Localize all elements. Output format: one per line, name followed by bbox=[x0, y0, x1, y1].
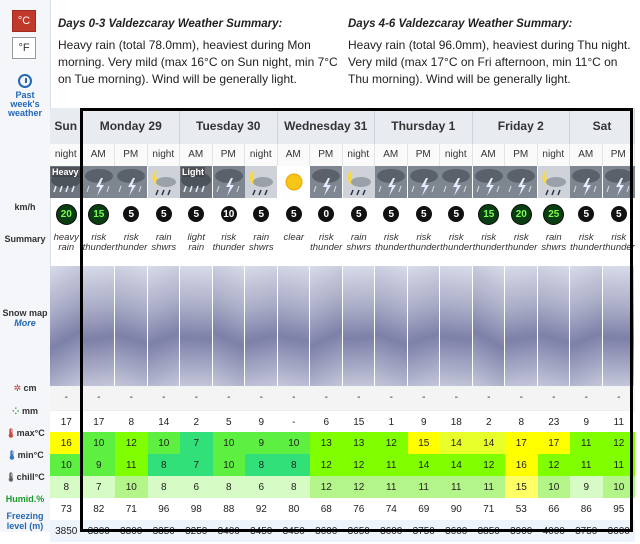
snow-cell: - bbox=[278, 386, 311, 410]
wind-speed-icon: 5 bbox=[578, 206, 594, 222]
chill-unit: chill°C bbox=[16, 472, 45, 482]
rain-cell: 17 bbox=[50, 410, 83, 432]
rain-cell: 11 bbox=[603, 410, 636, 432]
freezing-cell: 3750 bbox=[408, 520, 441, 542]
period-label: PM bbox=[213, 144, 246, 166]
summary-title: Days 0-3 Valdezcaray Weather Summary: bbox=[58, 18, 283, 30]
max-unit: max°C bbox=[16, 428, 45, 438]
day-header[interactable]: Sun bbox=[50, 108, 83, 144]
min-cell: 9 bbox=[83, 454, 116, 476]
sidebar bbox=[0, 0, 51, 532]
snow-map-thumbnail[interactable] bbox=[83, 266, 116, 386]
humid-cell: 66 bbox=[538, 498, 571, 520]
min-unit: min°C bbox=[17, 450, 44, 460]
period-label: PM bbox=[115, 144, 148, 166]
raindrops-icon: ⁘ bbox=[11, 406, 23, 416]
summary-days-0-3 bbox=[58, 0, 343, 100]
weather-cell bbox=[180, 166, 213, 198]
rain-row-label bbox=[0, 406, 50, 417]
chill-cell: 10 bbox=[538, 476, 571, 498]
freezing-cell: 3450 bbox=[245, 520, 278, 542]
wind-speed-icon: 5 bbox=[351, 206, 367, 222]
humid-cell: 82 bbox=[83, 498, 116, 520]
sun-icon bbox=[278, 166, 310, 198]
humid-cell: 73 bbox=[50, 498, 83, 520]
chill-cell: 6 bbox=[245, 476, 278, 498]
summary-cell: heavy rain bbox=[53, 232, 79, 253]
period-label: AM bbox=[375, 144, 408, 166]
period-label: night bbox=[148, 144, 181, 166]
chill-cell: 8 bbox=[50, 476, 83, 498]
min-row-label bbox=[0, 450, 50, 461]
period-label: AM bbox=[83, 144, 116, 166]
summary-cell: risk thunder bbox=[505, 232, 538, 253]
rain-cell: 8 bbox=[115, 410, 148, 432]
summary-text: Heavy rain (total 96.0mm), heaviest during Thu night. Very mild (max 17°C on Fri afternoon, min 11°C on Thu morning). Wind will be generally light. bbox=[348, 38, 631, 86]
wind-cell bbox=[278, 198, 311, 230]
max-cell: 12 bbox=[603, 432, 636, 454]
freezing-cell: 3850 bbox=[473, 520, 506, 542]
wind-cell bbox=[180, 198, 213, 230]
wind-cell bbox=[440, 198, 473, 230]
wind-speed-icon: 20 bbox=[56, 204, 77, 225]
wind-cell bbox=[505, 198, 538, 230]
min-cell: 11 bbox=[570, 454, 603, 476]
period-label: night bbox=[538, 144, 571, 166]
rain-cell: 1 bbox=[375, 410, 408, 432]
max-cell: 15 bbox=[408, 432, 441, 454]
wind-cell bbox=[148, 198, 181, 230]
max-cell: 14 bbox=[440, 432, 473, 454]
rain-unit: mm bbox=[22, 406, 39, 416]
humid-cell: 53 bbox=[505, 498, 538, 520]
period-label: AM bbox=[473, 144, 506, 166]
celsius-button[interactable]: °C bbox=[12, 10, 36, 32]
chill-cell: 10 bbox=[115, 476, 148, 498]
snowmap-more-link[interactable]: More bbox=[14, 318, 36, 328]
wind-cell bbox=[213, 198, 246, 230]
wind-cell bbox=[375, 198, 408, 230]
summary-days-4-6 bbox=[348, 0, 636, 100]
rain-cell: 15 bbox=[343, 410, 376, 432]
humid-cell: 71 bbox=[115, 498, 148, 520]
chill-cell: 11 bbox=[375, 476, 408, 498]
summary-cell: rain shwrs bbox=[248, 232, 274, 253]
wind-cell bbox=[473, 198, 506, 230]
summary-cell: rain shwrs bbox=[346, 232, 372, 253]
thermometer-icon: 🌡 bbox=[5, 428, 17, 438]
wind-cell bbox=[310, 198, 343, 230]
freezing-cell: 3600 bbox=[603, 520, 636, 542]
chill-cell: 6 bbox=[180, 476, 213, 498]
snow-map-thumbnail[interactable] bbox=[505, 266, 538, 386]
thunderstorm-icon bbox=[473, 166, 505, 198]
summary-cell: risk thunder bbox=[375, 232, 408, 253]
chill-cell: 8 bbox=[213, 476, 246, 498]
humid-cell: 74 bbox=[375, 498, 408, 520]
wind-speed-icon: 5 bbox=[253, 206, 269, 222]
min-cell: 8 bbox=[278, 454, 311, 476]
max-cell: 10 bbox=[278, 432, 311, 454]
freezing-cell: 3400 bbox=[213, 520, 246, 542]
min-cell: 12 bbox=[538, 454, 571, 476]
snow-cell: - bbox=[408, 386, 441, 410]
wind-speed-icon: 5 bbox=[123, 206, 139, 222]
wind-speed-icon: 5 bbox=[286, 206, 302, 222]
humid-cell: 80 bbox=[278, 498, 311, 520]
rain-cell: 9 bbox=[570, 410, 603, 432]
weather-cell bbox=[570, 166, 603, 198]
snow-cell: - bbox=[115, 386, 148, 410]
chill-cell: 11 bbox=[408, 476, 441, 498]
weather-cell bbox=[245, 166, 278, 198]
min-cell: 11 bbox=[603, 454, 636, 476]
snow-cell: - bbox=[343, 386, 376, 410]
summary-cell: risk thunder bbox=[82, 232, 115, 253]
max-cell: 17 bbox=[538, 432, 571, 454]
period-label: night bbox=[245, 144, 278, 166]
snow-map-thumbnail[interactable] bbox=[408, 266, 441, 386]
summary-row-label: Summary bbox=[4, 234, 46, 244]
weather-cell bbox=[50, 166, 83, 198]
max-cell: 12 bbox=[115, 432, 148, 454]
wind-cell bbox=[408, 198, 441, 230]
min-cell: 16 bbox=[505, 454, 538, 476]
max-cell: 7 bbox=[180, 432, 213, 454]
moon-rain-icon bbox=[148, 166, 180, 198]
humid-cell: 68 bbox=[310, 498, 343, 520]
snow-map-thumbnail[interactable] bbox=[50, 266, 83, 386]
min-cell: 14 bbox=[408, 454, 441, 476]
moon-rain-icon bbox=[245, 166, 277, 198]
rain-cell: 2 bbox=[473, 410, 506, 432]
humid-cell: 96 bbox=[148, 498, 181, 520]
snow-cell: - bbox=[375, 386, 408, 410]
wind-speed-icon: 15 bbox=[478, 204, 499, 225]
humid-cell: 92 bbox=[245, 498, 278, 520]
thunderstorm-icon bbox=[375, 166, 407, 198]
weather-cell bbox=[375, 166, 408, 198]
snow-cell: - bbox=[245, 386, 278, 410]
freezing-cell: 3600 bbox=[310, 520, 343, 542]
weather-cell bbox=[408, 166, 441, 198]
period-label: AM bbox=[278, 144, 311, 166]
freezing-cell: 3850 bbox=[50, 520, 83, 542]
humid-cell: 86 bbox=[570, 498, 603, 520]
wind-speed-icon: 5 bbox=[448, 206, 464, 222]
snow-cell: - bbox=[180, 386, 213, 410]
min-cell: 10 bbox=[213, 454, 246, 476]
snow-map-thumbnail[interactable] bbox=[115, 266, 148, 386]
past-weather-link[interactable] bbox=[0, 74, 50, 118]
rain-cell: 23 bbox=[538, 410, 571, 432]
min-cell: 10 bbox=[50, 454, 83, 476]
summary-cell: rain shwrs bbox=[151, 232, 177, 253]
wind-cell bbox=[245, 198, 278, 230]
snow-cell: - bbox=[570, 386, 603, 410]
freezing-cell: 3300 bbox=[83, 520, 116, 542]
day-header[interactable]: Sat bbox=[570, 108, 635, 144]
max-cell: 10 bbox=[148, 432, 181, 454]
chill-cell: 7 bbox=[83, 476, 116, 498]
weather-cell bbox=[83, 166, 116, 198]
weather-label: Light bbox=[182, 167, 204, 177]
weather-cell bbox=[473, 166, 506, 198]
min-cell: 7 bbox=[180, 454, 213, 476]
max-row-label bbox=[0, 428, 50, 439]
weather-cell bbox=[310, 166, 343, 198]
freezing-cell: 3900 bbox=[505, 520, 538, 542]
day-header[interactable]: Tuesday 30 bbox=[180, 108, 278, 144]
snow-cell: - bbox=[83, 386, 116, 410]
freezing-cell: 3250 bbox=[180, 520, 213, 542]
freezing-cell: 3750 bbox=[570, 520, 603, 542]
thunderstorm-icon bbox=[83, 166, 115, 198]
humid-cell: 69 bbox=[408, 498, 441, 520]
chill-cell: 12 bbox=[343, 476, 376, 498]
thunderstorm-icon bbox=[115, 166, 147, 198]
wind-speed-icon: 5 bbox=[416, 206, 432, 222]
weather-cell bbox=[148, 166, 181, 198]
wind-speed-icon: 25 bbox=[543, 204, 564, 225]
wind-speed-icon: 5 bbox=[611, 206, 627, 222]
min-cell: 12 bbox=[473, 454, 506, 476]
rain-cell: 17 bbox=[83, 410, 116, 432]
weather-cell bbox=[278, 166, 311, 198]
past-weather-label: Past week's weather bbox=[7, 90, 42, 118]
snow-map-thumbnail[interactable] bbox=[603, 266, 636, 386]
min-cell: 8 bbox=[245, 454, 278, 476]
summary-cell: risk thunder bbox=[212, 232, 245, 253]
snowflake-icon: ✲ bbox=[13, 383, 24, 393]
clock-icon bbox=[18, 74, 32, 88]
summary-title: Days 4-6 Valdezcaray Weather Summary: bbox=[348, 18, 573, 30]
snow-map-thumbnail[interactable] bbox=[375, 266, 408, 386]
rain-cell: 9 bbox=[408, 410, 441, 432]
snow-cell: - bbox=[538, 386, 571, 410]
snow-map-thumbnail[interactable] bbox=[148, 266, 181, 386]
summary-cell: risk thunder bbox=[310, 232, 343, 253]
wind-speed-icon: 5 bbox=[156, 206, 172, 222]
snow-map-thumbnail[interactable] bbox=[278, 266, 311, 386]
wind-cell bbox=[50, 198, 83, 230]
rain-cell: 14 bbox=[148, 410, 181, 432]
rain-cell: 9 bbox=[245, 410, 278, 432]
period-label: AM bbox=[180, 144, 213, 166]
rain-cell: 5 bbox=[213, 410, 246, 432]
snow-map-thumbnail[interactable] bbox=[473, 266, 506, 386]
weather-cell bbox=[213, 166, 246, 198]
max-cell: 10 bbox=[83, 432, 116, 454]
wind-cell bbox=[83, 198, 116, 230]
max-cell: 10 bbox=[213, 432, 246, 454]
snow-cell: - bbox=[603, 386, 636, 410]
thunderstorm-icon bbox=[310, 166, 342, 198]
chill-cell: 10 bbox=[603, 476, 636, 498]
day-header[interactable]: Thursday 1 bbox=[375, 108, 473, 144]
snow-map-thumbnail[interactable] bbox=[538, 266, 571, 386]
wind-cell bbox=[343, 198, 376, 230]
min-cell: 11 bbox=[115, 454, 148, 476]
thunderstorm-icon bbox=[213, 166, 245, 198]
period-label: night bbox=[440, 144, 473, 166]
weather-cell bbox=[440, 166, 473, 198]
snow-cell: - bbox=[50, 386, 83, 410]
snow-map-thumbnail[interactable] bbox=[343, 266, 376, 386]
thunderstorm-icon bbox=[408, 166, 440, 198]
min-cell: 12 bbox=[310, 454, 343, 476]
wind-speed-icon: 0 bbox=[318, 206, 334, 222]
snow-cell: - bbox=[440, 386, 473, 410]
day-header[interactable]: Friday 2 bbox=[473, 108, 571, 144]
period-label: night bbox=[50, 144, 83, 166]
snow-map-thumbnail[interactable] bbox=[245, 266, 278, 386]
weather-cell bbox=[343, 166, 376, 198]
summary-cell: risk thunder bbox=[472, 232, 505, 253]
chill-cell: 8 bbox=[148, 476, 181, 498]
wind-speed-icon: 5 bbox=[188, 206, 204, 222]
rain-cell: 6 bbox=[310, 410, 343, 432]
period-label: night bbox=[343, 144, 376, 166]
summary-cell: risk thunder bbox=[440, 232, 473, 253]
snow-row-label bbox=[0, 383, 50, 394]
humid-cell: 90 bbox=[440, 498, 473, 520]
summary-cell: risk thunder bbox=[115, 232, 148, 253]
period-label: PM bbox=[310, 144, 343, 166]
period-label: PM bbox=[505, 144, 538, 166]
thunderstorm-icon bbox=[505, 166, 537, 198]
humid-cell: 88 bbox=[213, 498, 246, 520]
chill-cell: 11 bbox=[473, 476, 506, 498]
snow-cell: - bbox=[505, 386, 538, 410]
wind-cell bbox=[538, 198, 571, 230]
snow-map-thumbnail[interactable] bbox=[440, 266, 473, 386]
snow-map-thumbnail[interactable] bbox=[310, 266, 343, 386]
humid-row-label: Humid.% bbox=[5, 494, 45, 504]
chill-cell: 8 bbox=[278, 476, 311, 498]
rain-cell: 8 bbox=[505, 410, 538, 432]
snow-cell: - bbox=[310, 386, 343, 410]
period-label: PM bbox=[408, 144, 441, 166]
summary-cell: risk thunder bbox=[602, 232, 635, 253]
wind-speed-icon: 15 bbox=[88, 204, 109, 225]
max-cell: 9 bbox=[245, 432, 278, 454]
thermometer-icon: 🌡 bbox=[6, 450, 18, 460]
wind-cell bbox=[570, 198, 603, 230]
wind-cell bbox=[603, 198, 636, 230]
weather-label: Heavy bbox=[52, 167, 79, 177]
weather-cell bbox=[505, 166, 538, 198]
day-header[interactable]: Monday 29 bbox=[83, 108, 181, 144]
min-cell: 14 bbox=[440, 454, 473, 476]
max-cell: 11 bbox=[570, 432, 603, 454]
freezing-cell: 4000 bbox=[538, 520, 571, 542]
chill-row-label bbox=[0, 472, 50, 483]
freezing-cell: 3350 bbox=[148, 520, 181, 542]
period-label: PM bbox=[603, 144, 636, 166]
min-cell: 11 bbox=[375, 454, 408, 476]
weather-cell bbox=[538, 166, 571, 198]
thunderstorm-icon bbox=[440, 166, 472, 198]
summary-cell: light rain bbox=[187, 232, 205, 253]
chill-cell: 11 bbox=[440, 476, 473, 498]
snow-cell: - bbox=[213, 386, 246, 410]
chill-cell: 9 bbox=[570, 476, 603, 498]
chill-cell: 12 bbox=[310, 476, 343, 498]
day-header[interactable]: Wednesday 31 bbox=[278, 108, 376, 144]
max-cell: 13 bbox=[343, 432, 376, 454]
humid-cell: 98 bbox=[180, 498, 213, 520]
max-cell: 13 bbox=[310, 432, 343, 454]
thunderstorm-icon bbox=[570, 166, 602, 198]
thunderstorm-icon bbox=[603, 166, 635, 198]
max-cell: 14 bbox=[473, 432, 506, 454]
max-cell: 17 bbox=[505, 432, 538, 454]
thermometer-icon: 🌡 bbox=[5, 472, 17, 482]
snow-map-thumbnail[interactable] bbox=[570, 266, 603, 386]
freezing-cell: 3600 bbox=[440, 520, 473, 542]
summary-cell: risk thunder bbox=[570, 232, 603, 253]
freezing-cell: 3450 bbox=[278, 520, 311, 542]
humid-cell: 76 bbox=[343, 498, 376, 520]
freezing-cell: 3650 bbox=[343, 520, 376, 542]
wind-speed-icon: 5 bbox=[383, 206, 399, 222]
rain-cell: - bbox=[278, 410, 311, 432]
summary-cell: clear bbox=[283, 232, 305, 243]
snow-map-thumbnail[interactable] bbox=[213, 266, 246, 386]
summary-cell: rain shwrs bbox=[541, 232, 567, 253]
rain-cell: 2 bbox=[180, 410, 213, 432]
snowmap-row-label: Snow map bbox=[2, 308, 48, 318]
freezing-cell: 3600 bbox=[375, 520, 408, 542]
min-cell: 8 bbox=[148, 454, 181, 476]
wind-speed-icon: 20 bbox=[511, 204, 532, 225]
snow-cell: - bbox=[473, 386, 506, 410]
snow-cell: - bbox=[148, 386, 181, 410]
freezing-row-label: Freezing level (m) bbox=[6, 511, 44, 531]
freezing-cell: 3300 bbox=[115, 520, 148, 542]
rain-cell: 18 bbox=[440, 410, 473, 432]
weather-cell bbox=[603, 166, 636, 198]
max-cell: 16 bbox=[50, 432, 83, 454]
chill-cell: 15 bbox=[505, 476, 538, 498]
humid-cell: 71 bbox=[473, 498, 506, 520]
wind-speed-icon: 10 bbox=[221, 206, 237, 222]
moon-rain-icon bbox=[343, 166, 375, 198]
wind-cell bbox=[115, 198, 148, 230]
wind-row-label: km/h bbox=[14, 202, 36, 212]
weather-cell bbox=[115, 166, 148, 198]
summary-text: Heavy rain (total 78.0mm), heaviest during Mon morning. Very mild (max 16°C on Sun night, min 7°C on Tue morning). Wind will be generally light. bbox=[58, 38, 338, 86]
snow-unit: cm bbox=[23, 383, 37, 393]
fahrenheit-button[interactable]: °F bbox=[12, 37, 36, 59]
humid-cell: 95 bbox=[603, 498, 636, 520]
snow-map-thumbnail[interactable] bbox=[180, 266, 213, 386]
moon-rain-icon bbox=[538, 166, 570, 198]
max-cell: 12 bbox=[375, 432, 408, 454]
summary-cell: risk thunder bbox=[407, 232, 440, 253]
min-cell: 12 bbox=[343, 454, 376, 476]
period-label: AM bbox=[570, 144, 603, 166]
